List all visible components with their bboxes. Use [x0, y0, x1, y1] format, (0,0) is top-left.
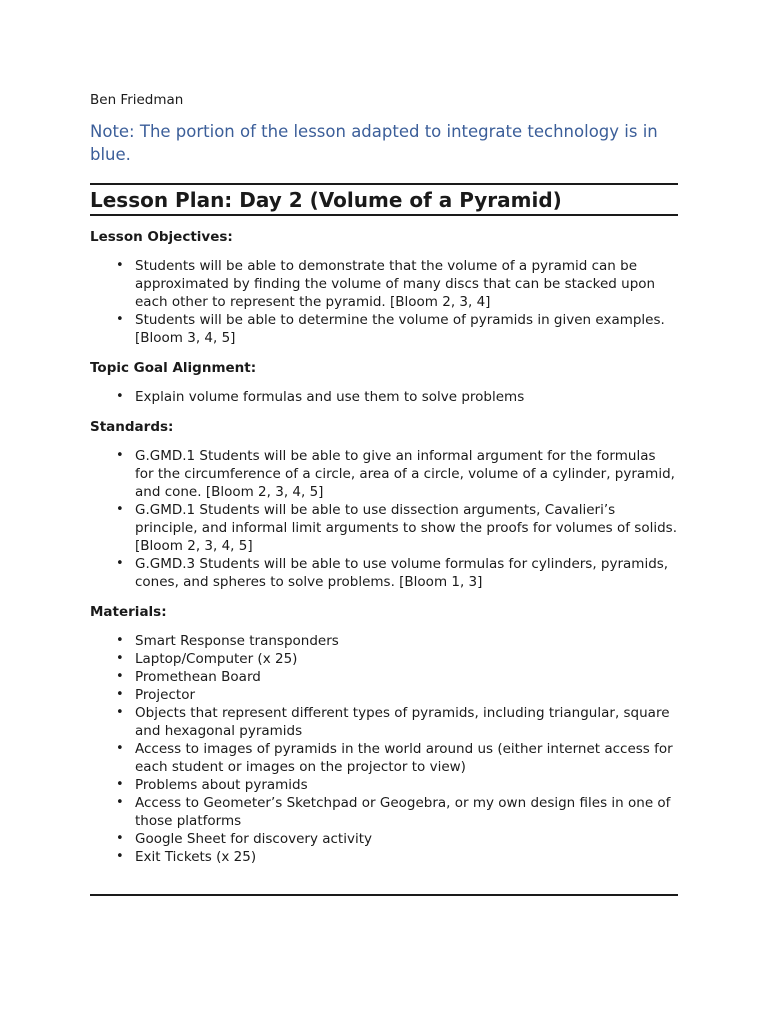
list-item: • Objects that represent different types of pyramids, including triangular, square and hexagonal pyramids — [135, 704, 678, 740]
list-item: • G.GMD.3 Students will be able to use volume formulas for cylinders, pyramids, cones, and spheres to solve problems. [Bloom 1, 3] — [135, 555, 678, 591]
section-materials — [90, 603, 678, 866]
list-item: • Students will be able to determine the volume of pyramids in given examples. [Bloom 3, 4, 5] — [135, 311, 678, 347]
goal-list — [90, 388, 678, 406]
list-item: • Smart Response transponders — [135, 632, 678, 650]
list-item: • Promethean Board — [135, 668, 678, 686]
list-item: • G.GMD.1 Students will be able to give an informal argument for the formulas for the circumference of a circle, area of a circle, volume of a cylinder, pyramid, and cone. [Bloom 2, 3, 4, 5] — [135, 447, 678, 501]
list-item: • Projector — [135, 686, 678, 704]
list-item: • Students will be able to demonstrate that the volume of a pyramid can be approximated by finding the volume of many discs that can be stacked upon each other to represent the pyramid. [Bloom 2, 3, 4] — [135, 257, 678, 311]
author-name: Ben Friedman — [90, 92, 184, 108]
section-heading: Standards: — [90, 419, 174, 435]
objectives-list — [90, 257, 678, 347]
list-item: • Access to Geometer’s Sketchpad or Geogebra, or my own design files in one of those platforms — [135, 794, 678, 830]
lesson-title: Lesson Plan: Day 2 (Volume of a Pyramid) — [90, 188, 562, 212]
list-item: • G.GMD.1 Students will be able to use dissection arguments, Cavalieri’s principle, and informal limit arguments to show the proofs for volumes of solids. [Bloom 2, 3, 4, 5] — [135, 501, 678, 555]
list-item: • Access to images of pyramids in the world around us (either internet access for each student or images on the projector to view) — [135, 740, 678, 776]
document-page — [90, 91, 678, 896]
list-item: • Laptop/Computer (x 25) — [135, 650, 678, 668]
section-lesson-objectives — [90, 228, 678, 347]
section-topic-goal-alignment — [90, 359, 678, 406]
section-heading: Lesson Objectives: — [90, 229, 233, 245]
section-divider — [90, 894, 678, 896]
title-rule-bottom — [90, 214, 678, 216]
list-item: • Exit Tickets (x 25) — [135, 848, 678, 866]
section-heading: Topic Goal Alignment: — [90, 360, 257, 376]
section-standards — [90, 418, 678, 591]
standards-list — [90, 447, 678, 591]
materials-list — [90, 632, 678, 866]
section-heading: Materials: — [90, 604, 167, 620]
title-rule-top — [90, 183, 678, 185]
list-item: • Google Sheet for discovery activity — [135, 830, 678, 848]
list-item: • Explain volume formulas and use them to solve problems — [135, 388, 678, 406]
technology-note: Note: The portion of the lesson adapted to integrate technology is in blue. — [90, 122, 658, 164]
list-item: • Problems about pyramids — [135, 776, 678, 794]
